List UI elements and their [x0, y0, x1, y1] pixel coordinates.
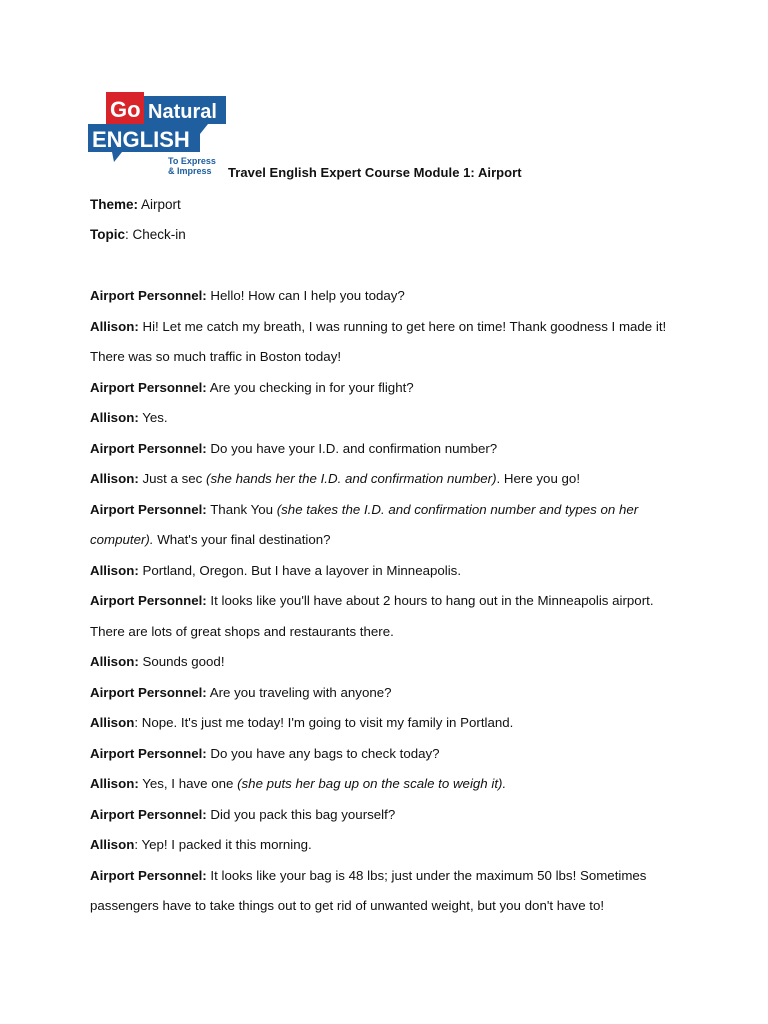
- speaker-name: Allison:: [90, 471, 139, 486]
- line-text: Just a sec: [138, 471, 207, 486]
- line-text: Are you checking in for your flight?: [206, 379, 414, 395]
- speaker-name: Allison:: [90, 562, 139, 578]
- stage-direction: (she puts her bag up on the scale to weigh it).: [237, 776, 507, 791]
- speaker-name: Allison: [90, 837, 135, 852]
- line-text: Thank You: [206, 501, 277, 517]
- dialogue-line: [90, 830, 690, 861]
- logo-tagline-1: To Express: [168, 156, 216, 166]
- theme-value: Airport: [141, 197, 181, 212]
- dialogue-line: [90, 739, 690, 770]
- line-text: Do you have any bags to check today?: [206, 745, 440, 761]
- stage-direction: (she takes the I.D. and confirmation number and types on her computer).: [90, 501, 639, 547]
- line-text-continued: What's your final destination?: [153, 532, 331, 547]
- dialogue-line: [90, 708, 690, 739]
- topic-value: : Check-in: [125, 227, 186, 242]
- topic-line: [90, 227, 186, 242]
- line-text: Portland, Oregon. But I have a layover in Minneapolis.: [138, 562, 462, 578]
- speaker-name: Allison:: [90, 410, 139, 425]
- line-text: Did you pack this bag yourself?: [206, 806, 396, 822]
- speaker-name: Allison: [90, 715, 135, 730]
- dialogue-line: [90, 769, 690, 800]
- speaker-name: Airport Personnel:: [90, 501, 207, 517]
- go-natural-english-logo: [88, 90, 230, 180]
- dialogue-line: [90, 800, 690, 831]
- speaker-name: Allison:: [90, 654, 139, 669]
- topic-label: Topic: [90, 227, 125, 242]
- line-text: Hello! How can I help you today?: [206, 288, 405, 303]
- line-text: It looks like your bag is 48 lbs; just under the maximum 50 lbs! Sometimes passengers have to take things out to get rid of unwanted weight, but you don't have to!: [90, 867, 647, 913]
- line-text: Are you traveling with anyone?: [206, 684, 392, 700]
- theme-label: Theme:: [90, 197, 139, 212]
- line-text: Do you have your I.D. and confirmation number?: [206, 440, 498, 456]
- line-text: : Yep! I packed it this morning.: [134, 837, 312, 852]
- line-text: : Nope. It's just me today! I'm going to visit my family in Portland.: [134, 715, 514, 730]
- line-text: Sounds good!: [138, 654, 225, 669]
- speaker-name: Allison:: [90, 318, 139, 334]
- line-text: It looks like you'll have about 2 hours to hang out in the Minneapolis airport. There are lots of great shops and restaurants there.: [90, 593, 654, 639]
- line-text: Yes.: [138, 410, 168, 425]
- dialogue-transcript: [90, 281, 690, 922]
- dialogue-line: [90, 281, 690, 312]
- speaker-name: Airport Personnel:: [90, 288, 207, 303]
- dialogue-line: [90, 586, 690, 647]
- logo-text-natural: Natural: [148, 101, 217, 123]
- speaker-name: Airport Personnel:: [90, 745, 207, 761]
- document-title: Travel English Expert Course Module 1: Airport: [228, 165, 522, 180]
- dialogue-line: [90, 495, 690, 556]
- dialogue-line: [90, 861, 690, 922]
- logo-tagline-2: & Impress: [168, 166, 212, 176]
- dialogue-line: [90, 678, 690, 709]
- logo-text-english: ENGLISH: [92, 127, 190, 152]
- line-text-continued: . Here you go!: [496, 471, 581, 486]
- speaker-name: Airport Personnel:: [90, 440, 207, 456]
- logo-text-go: Go: [110, 97, 141, 122]
- line-text: Yes, I have one: [138, 776, 238, 791]
- theme-line: [90, 197, 181, 212]
- speaker-name: Airport Personnel:: [90, 867, 207, 883]
- dialogue-line: [90, 464, 690, 495]
- stage-direction: (she hands her the I.D. and confirmation number): [206, 471, 497, 486]
- line-text: Hi! Let me catch my breath, I was running to get here on time! Thank goodness I made it! There was so much traffic in Boston today!: [90, 318, 667, 364]
- speaker-name: Airport Personnel:: [90, 806, 207, 822]
- speaker-name: Allison:: [90, 776, 139, 791]
- speaker-name: Airport Personnel:: [90, 684, 207, 700]
- dialogue-line: [90, 312, 690, 373]
- speaker-name: Airport Personnel:: [90, 379, 207, 395]
- speaker-name: Airport Personnel:: [90, 593, 207, 608]
- dialogue-line: [90, 373, 690, 404]
- dialogue-line: [90, 434, 690, 465]
- dialogue-line: [90, 403, 690, 434]
- dialogue-line: [90, 647, 690, 678]
- dialogue-line: [90, 556, 690, 587]
